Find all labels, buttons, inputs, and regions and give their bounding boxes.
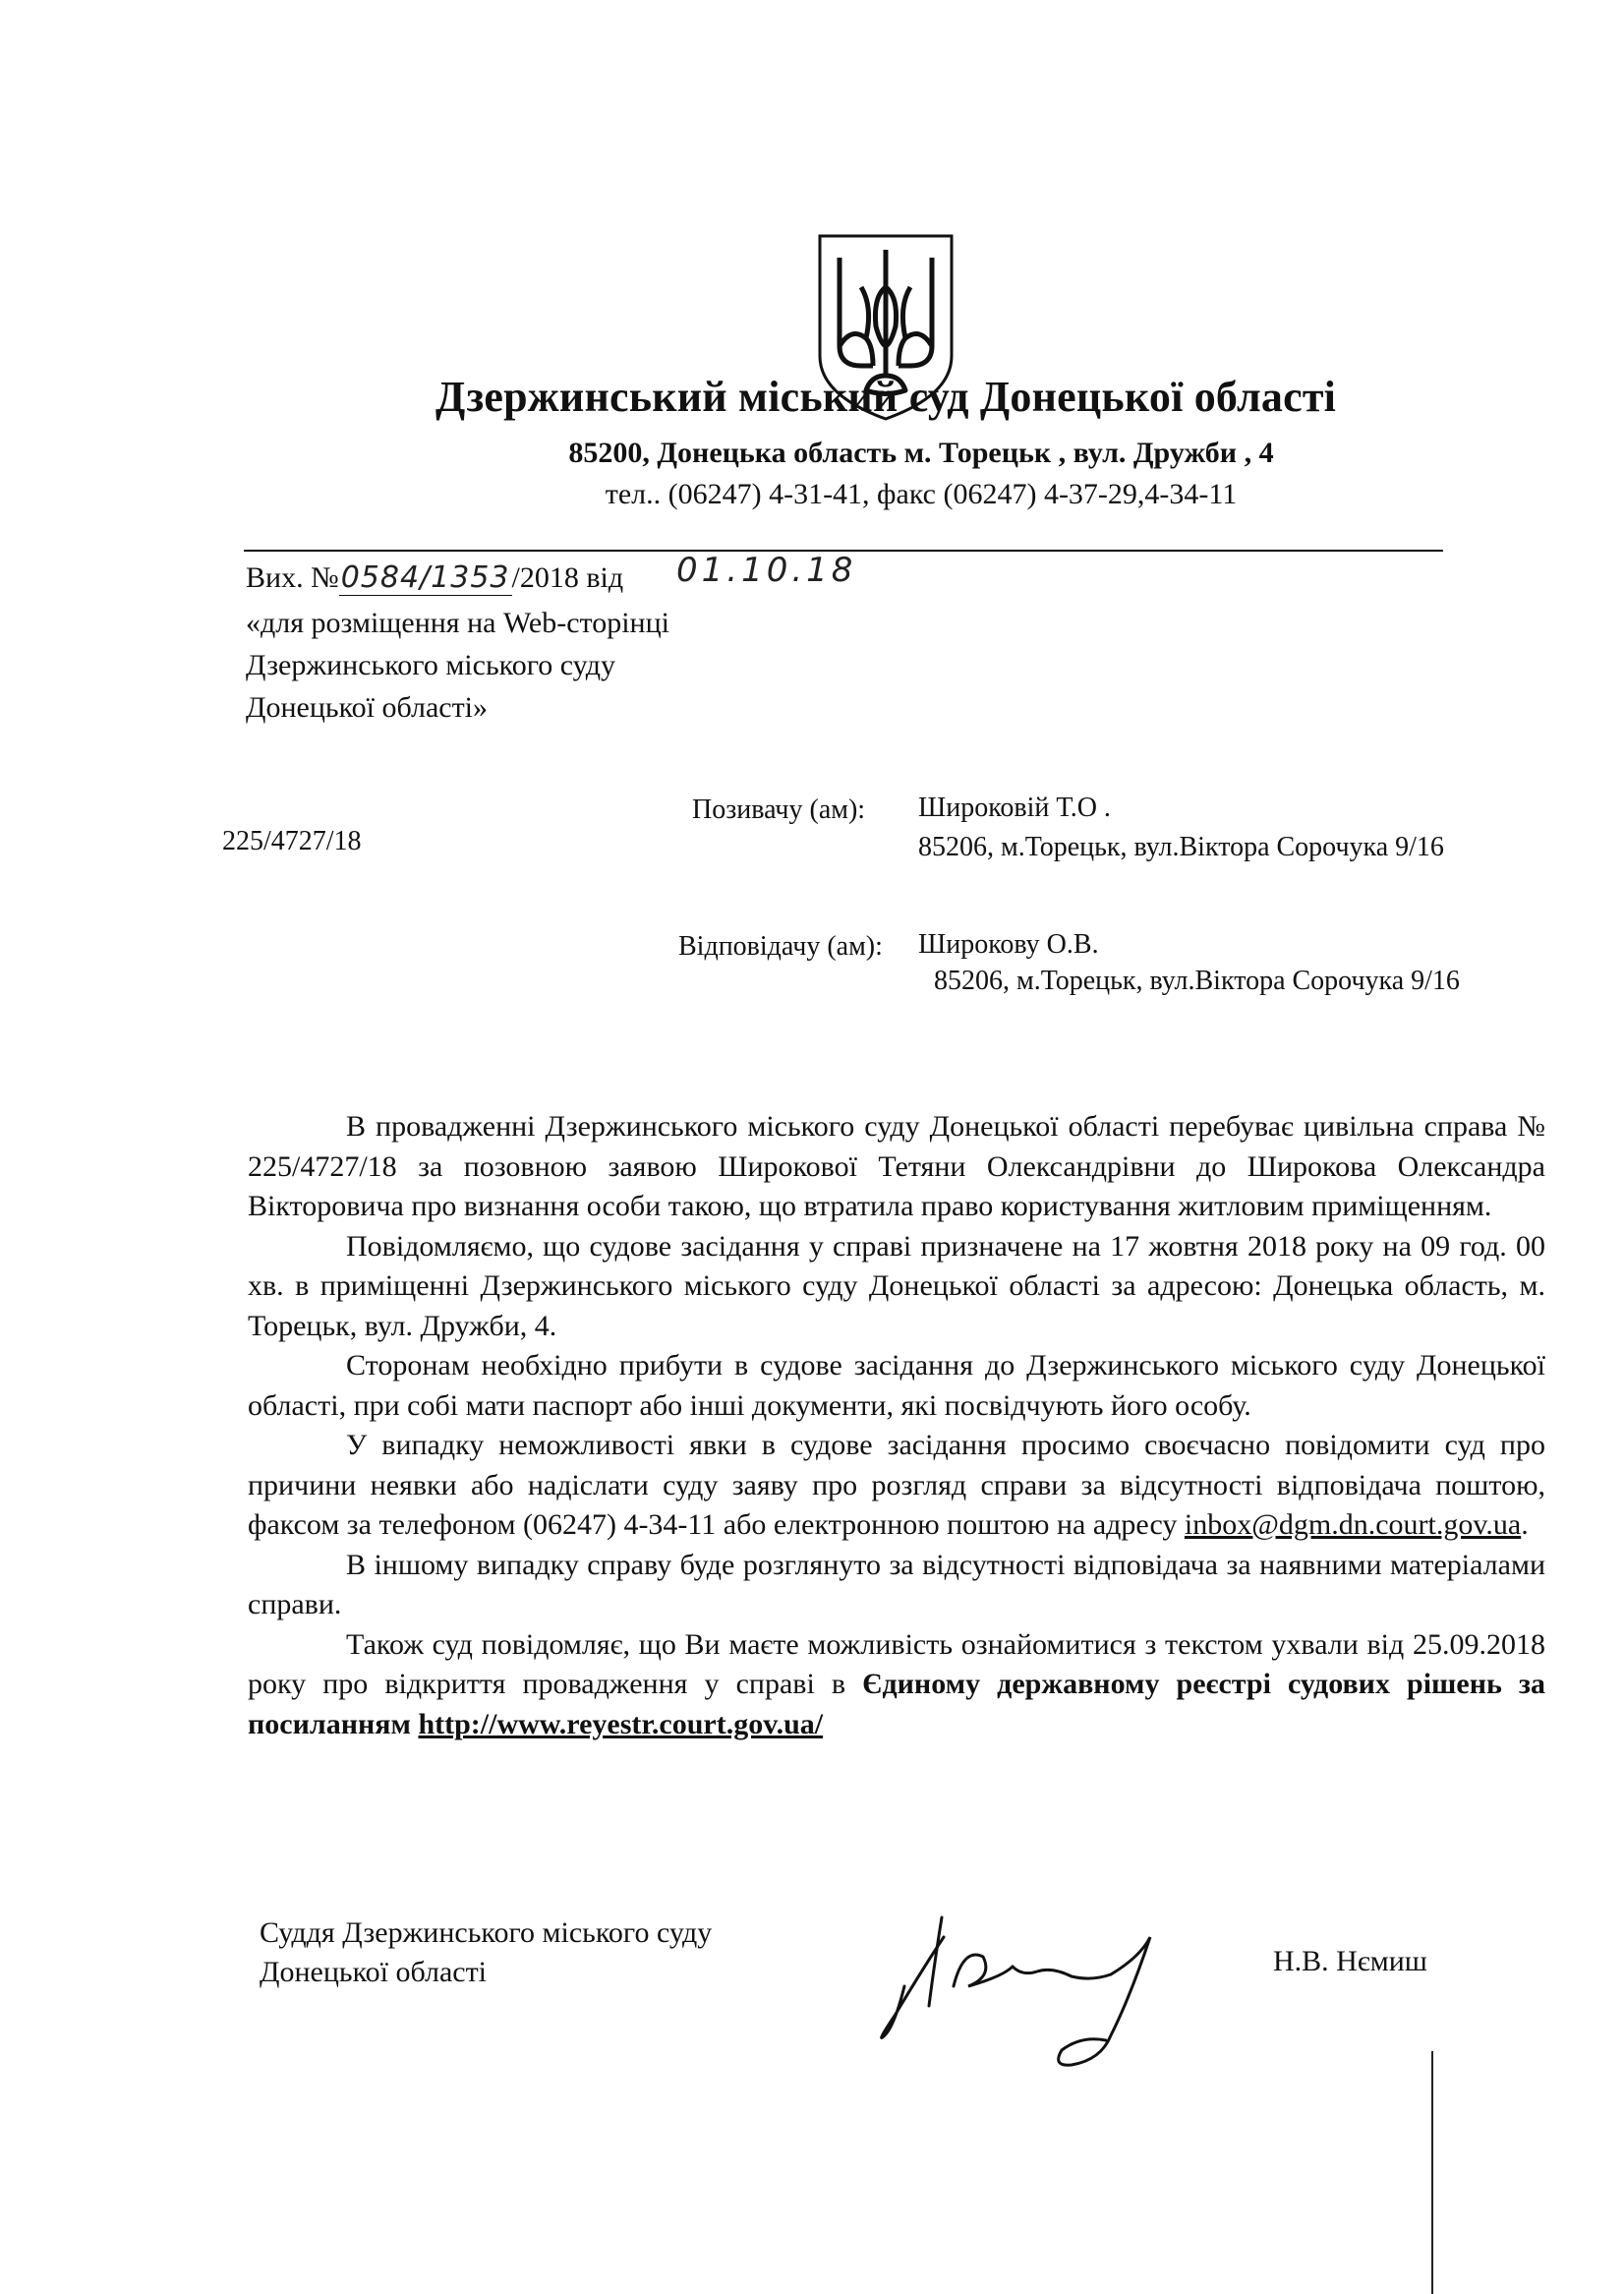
defendant-name: Широкову О.В.	[918, 929, 1099, 960]
destination-line: «для розміщення на Web-сторінці	[246, 607, 670, 639]
outgoing-prefix: Вих. №	[246, 561, 339, 594]
destination-line: Дзержинського міського суду	[246, 649, 616, 681]
handwritten-signature-icon	[865, 1878, 1219, 2075]
defendant-role: Відповідачу (ам):	[678, 931, 883, 962]
court-phones: тел.. (06247) 4-31-41, факс (06247) 4-37-29,4-34-11	[605, 478, 1238, 510]
court-address: 85200, Донецька область м. Торецьк , вул. Дружби , 4	[568, 437, 1274, 469]
case-number: 225/4727/18	[222, 826, 362, 856]
destination-line: Донецької області»	[246, 691, 489, 724]
court-name: Дзержинський міський суд Донецької області	[435, 373, 1337, 421]
outgoing-year-suffix: /2018 від	[511, 561, 624, 594]
paragraph-absence-notice: У випадку неможливості явки в судове засідання просимо своєчасно повідомити суд про причини неявки або надіслати суду заяву про розгляд справи за відсутності відповідача поштою, факсом за телефоном (06247) 4-34-11 або електронною поштою на адресу inbox@dgm.dn.court.gov.ua.	[248, 1429, 1545, 1541]
absence-text: У випадку неможливості явки в судове засідання просимо своєчасно повідомити суд про причини неявки або надіслати суду заяву про розгляд справи за відсутності відповідача поштою, факсом за телефоном (06247) 4-34-11 або електронною поштою на адресу	[248, 1429, 1545, 1541]
paragraph-case-info: В провадженні Дзержинського міського суду Донецької області перебуває цивільна справа № 225/4727/18 за позовною заявою Широкової Тетяни Олександрівни до Широкова Олександра Вікторовича про визнання особи такою, що втратила право користування житловим приміщенням.	[248, 1110, 1545, 1222]
registry-bold-text: Єдиному державному реєстрі судових рішень за посиланням	[248, 1668, 1545, 1740]
plaintiff-address: 85206, м.Торецьк, вул.Віктора Сорочука 9/16	[918, 832, 1444, 862]
notice-body	[248, 1107, 1545, 1744]
judge-title	[260, 1913, 712, 1992]
registry-link[interactable]: http://www.reyestr.court.gov.ua/	[418, 1707, 824, 1740]
destination-block	[246, 602, 934, 729]
paragraph-attendance: Сторонам необхідно прибути в судове засідання до Дзержинського міського суду Донецької області, при собі мати паспорт або інші документи, які посвідчують його особу.	[248, 1349, 1545, 1422]
defendant-address: 85206, м.Торецьк, вул.Віктора Сорочука 9/16	[934, 966, 1460, 996]
court-email-link[interactable]: inbox@dgm.dn.court.gov.ua	[1184, 1508, 1522, 1541]
plaintiff-name: Широковій Т.О .	[918, 793, 1111, 823]
judge-title-line: Суддя Дзержинського міського суду	[260, 1916, 713, 1949]
outgoing-number: 0584/1353	[340, 560, 510, 595]
paragraph-registry	[248, 1625, 1545, 1745]
plaintiff-role: Позивачу (ам):	[692, 794, 866, 825]
registry-text: Також суд повідомляє, що Ви маєте можливість ознайомитися з текстом ухвали від 25.09.2018 року про відкриття провадження у справі в	[248, 1627, 1545, 1700]
margin-rule	[1431, 2051, 1433, 2294]
paragraph-default-judgment: В іншому випадку справу буде розглянуто за відсутності відповідача за наявними матеріалами справи.	[248, 1548, 1545, 1620]
paragraph-hearing-date: Повідомляємо, що судове засідання у справі призначене на 17 жовтня 2018 року на 09 год. 00 хв. в приміщенні Дзержинського міського суду Донецької області за адресою: Донецька область, м. Торецьк, вул. Дружби, 4.	[248, 1229, 1545, 1342]
judge-name: Н.В. Нємиш	[1273, 1945, 1427, 1977]
outgoing-number-line	[246, 560, 623, 596]
outgoing-date: 01.10.18	[676, 551, 857, 590]
judge-title-line: Донецької області	[260, 1956, 488, 1988]
